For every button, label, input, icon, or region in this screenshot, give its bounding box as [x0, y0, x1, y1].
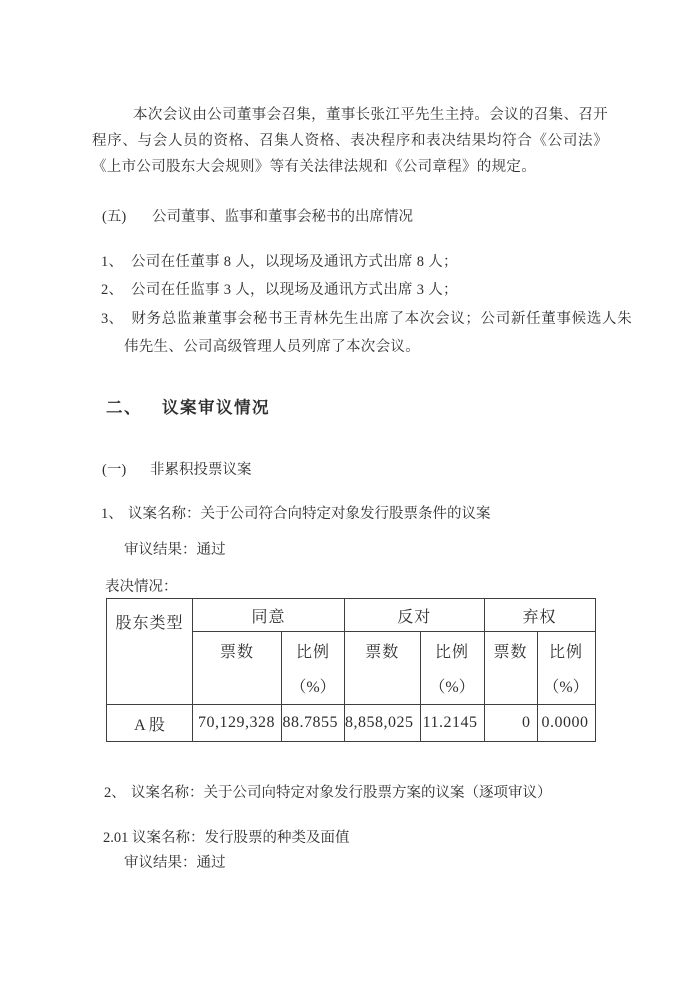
item-1-marker: 1、	[101, 254, 124, 270]
item-2-text: 公司在任监事 3 人，以现场及通讯方式出席 3 人；	[131, 282, 458, 298]
item-2-marker: 2、	[101, 282, 124, 298]
ratio-unit: （%）	[543, 679, 589, 696]
proposal-2-marker: 2、	[104, 785, 126, 801]
section-two-marker: 二、	[106, 399, 142, 417]
proposal-1-result: 审议结果：通过	[124, 542, 226, 558]
header-against-votes: 票数	[345, 632, 421, 705]
cell-agree-ratio: 88.7855	[282, 705, 345, 742]
opening-paragraph: 本次会议由公司董事会召集，董事长张江平先生主持。会议的召集、召开程序、与会人员的资格、召集人资格、表决程序和表决结果均符合《公司法》《上市公司股东大会规则》等有关法律法规和《公司章程》的规定。	[92, 106, 608, 175]
cell-shareholder-type: A 股	[107, 705, 193, 742]
proposal-2-01-result: 审议结果：通过	[124, 855, 226, 871]
vote-table-container	[106, 598, 596, 742]
vote-table-group-header-row	[107, 599, 596, 632]
ratio-label: 比例	[434, 644, 469, 661]
section-two-heading	[106, 397, 270, 419]
header-abstain-ratio	[537, 632, 595, 705]
cell-against-votes: 8,858,025	[345, 705, 421, 742]
header-shareholder-type: 股东类型	[107, 599, 193, 705]
ratio-unit: （%）	[429, 679, 475, 696]
proposal-1-text: 议案名称：关于公司符合向特定对象发行股票条件的议案	[128, 506, 491, 522]
header-group-agree: 同意	[193, 599, 345, 632]
subsection-one-title: 非累积投票议案	[150, 462, 252, 478]
header-group-abstain: 弃权	[484, 599, 595, 632]
vote-table-data-row	[107, 705, 596, 742]
ratio-label: 比例	[548, 644, 583, 661]
header-against-ratio	[420, 632, 484, 705]
header-abstain-votes: 票数	[484, 632, 537, 705]
section-five-heading	[102, 207, 413, 227]
attendance-item-1	[101, 252, 632, 272]
subsection-one-heading	[102, 460, 252, 480]
header-group-against: 反对	[345, 599, 485, 632]
section-five-title: 公司董事、监事和董事会秘书的出席情况	[152, 209, 413, 225]
attendance-item-3	[101, 305, 632, 361]
proposal-1-line	[101, 504, 491, 524]
proposal-2-01-line: 2.01 议案名称：发行股票的种类及面值	[103, 830, 350, 846]
subsection-one-marker: (一)	[102, 462, 127, 478]
section-five-marker: (五)	[102, 209, 127, 225]
header-agree-ratio	[282, 632, 345, 705]
cell-abstain-votes: 0	[484, 705, 537, 742]
vote-table	[106, 598, 596, 742]
header-agree-votes: 票数	[193, 632, 282, 705]
proposal-2-line	[104, 783, 552, 803]
ratio-unit: （%）	[290, 679, 336, 696]
proposal-2-text: 议案名称：关于公司向特定对象发行股票方案的议案（逐项审议）	[131, 785, 552, 801]
cell-abstain-ratio: 0.0000	[537, 705, 595, 742]
cell-agree-votes: 70,129,328	[193, 705, 282, 742]
ratio-label: 比例	[295, 644, 330, 661]
section-two-title: 议案审议情况	[162, 399, 270, 417]
item-3-marker: 3、	[101, 311, 124, 327]
vote-table-caption: 表决情况：	[105, 579, 178, 595]
cell-against-ratio: 11.2145	[420, 705, 484, 742]
attendance-item-2	[101, 280, 632, 300]
proposal-1-marker: 1、	[101, 506, 123, 522]
item-3-text: 财务总监兼董事会秘书王青林先生出席了本次会议；公司新任董事候选人朱伟先生、公司高级管理人员列席了本次会议。	[124, 311, 632, 355]
item-1-text: 公司在任董事 8 人，以现场及通讯方式出席 8 人；	[131, 254, 458, 270]
